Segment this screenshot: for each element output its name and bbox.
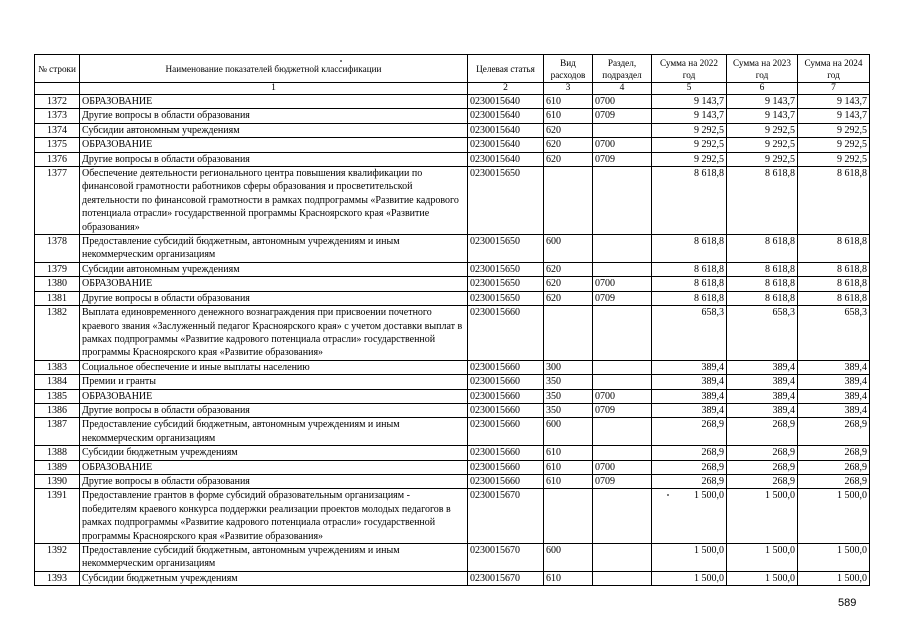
row-sum-2023: 9 143,7 bbox=[727, 109, 798, 123]
row-expense-type bbox=[544, 306, 593, 361]
row-sum-2024: 1 500,0 bbox=[798, 489, 870, 544]
row-number: 1390 bbox=[35, 474, 80, 488]
row-name: Другие вопросы в области образования bbox=[80, 474, 468, 488]
row-sum-2024: 268,9 bbox=[798, 446, 870, 460]
row-sum-2023: 8 618,8 bbox=[727, 235, 798, 263]
row-expense-type: 300 bbox=[544, 360, 593, 374]
row-name: Социальное обеспечение и иные выплаты населению bbox=[80, 360, 468, 374]
row-target-code: 0230015660 bbox=[468, 306, 544, 361]
budget-table bbox=[34, 54, 870, 586]
row-target-code: 0230015640 bbox=[468, 152, 544, 166]
row-name: Другие вопросы в области образования bbox=[80, 291, 468, 305]
row-sum-2024: 9 143,7 bbox=[798, 109, 870, 123]
column-number: 6 bbox=[727, 83, 798, 95]
row-sum-2024: 1 500,0 bbox=[798, 544, 870, 572]
column-number-row bbox=[35, 83, 870, 95]
row-number: 1374 bbox=[35, 123, 80, 137]
row-expense-type: 350 bbox=[544, 389, 593, 403]
row-sum-2022: 9 292,5 bbox=[652, 138, 727, 152]
row-target-code: 0230015660 bbox=[468, 460, 544, 474]
row-number: 1377 bbox=[35, 167, 80, 235]
row-sum-2023: 8 618,8 bbox=[727, 291, 798, 305]
header-expense-type: Вид расходов bbox=[544, 55, 593, 83]
row-expense-type: 610 bbox=[544, 446, 593, 460]
row-sum-2022: 1 500,0 bbox=[652, 544, 727, 572]
row-expense-type: 620 bbox=[544, 291, 593, 305]
row-section bbox=[593, 167, 652, 235]
row-number: 1381 bbox=[35, 291, 80, 305]
row-target-code: 0230015670 bbox=[468, 571, 544, 585]
table-row bbox=[35, 123, 870, 137]
row-section bbox=[593, 235, 652, 263]
row-section: 0709 bbox=[593, 152, 652, 166]
row-sum-2023: 1 500,0 bbox=[727, 489, 798, 544]
column-number: 7 bbox=[798, 83, 870, 95]
row-section bbox=[593, 446, 652, 460]
row-number: 1393 bbox=[35, 571, 80, 585]
table-row bbox=[35, 262, 870, 276]
table-row bbox=[35, 489, 870, 544]
row-section bbox=[593, 306, 652, 361]
row-section bbox=[593, 489, 652, 544]
row-sum-2022: 389,4 bbox=[652, 403, 727, 417]
row-sum-2022: 8 618,8 bbox=[652, 291, 727, 305]
table-row bbox=[35, 418, 870, 446]
row-expense-type: 600 bbox=[544, 544, 593, 572]
row-name: Обеспечение деятельности регионального центра повышения квалификации по финансовой грамотности работников сферы образования и просветительской деятельности по финансовой грамотности в рамках подпрограммы «Развитие кадрового потенциала отрасли» государственной программы Красноярского края «Развитие образования» bbox=[80, 167, 468, 235]
row-target-code: 0230015670 bbox=[468, 544, 544, 572]
row-number: 1388 bbox=[35, 446, 80, 460]
row-number: 1392 bbox=[35, 544, 80, 572]
row-name: Субсидии автономным учреждениям bbox=[80, 262, 468, 276]
row-sum-2023: 9 143,7 bbox=[727, 95, 798, 109]
row-expense-type: 610 bbox=[544, 474, 593, 488]
row-sum-2024: 389,4 bbox=[798, 360, 870, 374]
row-sum-2023: 389,4 bbox=[727, 389, 798, 403]
table-row bbox=[35, 109, 870, 123]
row-number: 1383 bbox=[35, 360, 80, 374]
row-name: ОБРАЗОВАНИЕ bbox=[80, 389, 468, 403]
row-sum-2023: 268,9 bbox=[727, 418, 798, 446]
row-number: 1375 bbox=[35, 138, 80, 152]
row-section bbox=[593, 262, 652, 276]
table-row bbox=[35, 277, 870, 291]
row-target-code: 0230015660 bbox=[468, 418, 544, 446]
row-sum-2024: 268,9 bbox=[798, 474, 870, 488]
row-number: 1373 bbox=[35, 109, 80, 123]
row-sum-2023: 268,9 bbox=[727, 446, 798, 460]
row-number: 1379 bbox=[35, 262, 80, 276]
table-row bbox=[35, 306, 870, 361]
row-number: 1391 bbox=[35, 489, 80, 544]
row-sum-2022: 268,9 bbox=[652, 474, 727, 488]
table-row bbox=[35, 291, 870, 305]
row-sum-2024: 9 292,5 bbox=[798, 138, 870, 152]
table-body bbox=[35, 95, 870, 586]
row-section: 0700 bbox=[593, 138, 652, 152]
row-sum-2024: 1 500,0 bbox=[798, 571, 870, 585]
row-sum-2024: 8 618,8 bbox=[798, 291, 870, 305]
header-name: Наименование показателей бюджетной классификации bbox=[80, 55, 468, 83]
row-sum-2022: 9 292,5 bbox=[652, 152, 727, 166]
row-number: 1387 bbox=[35, 418, 80, 446]
row-sum-2022: 1 500,0 bbox=[652, 571, 727, 585]
row-number: 1378 bbox=[35, 235, 80, 263]
row-sum-2023: 9 292,5 bbox=[727, 123, 798, 137]
row-sum-2022: 9 143,7 bbox=[652, 95, 727, 109]
row-name: ОБРАЗОВАНИЕ bbox=[80, 95, 468, 109]
row-name: Выплата единовременного денежного вознаграждения при присвоении почетного краевого звания «Заслуженный педагог Красноярского края» с учетом доставки выплат в рамках подпрограммы «Развитие кадрового потенциала отрасли» государственной программы Красноярского края «Развитие образования» bbox=[80, 306, 468, 361]
row-section bbox=[593, 123, 652, 137]
row-expense-type: 620 bbox=[544, 123, 593, 137]
row-name: Субсидии бюджетным учреждениям bbox=[80, 446, 468, 460]
row-sum-2022: 389,4 bbox=[652, 389, 727, 403]
row-section: 0700 bbox=[593, 389, 652, 403]
row-section: 0709 bbox=[593, 109, 652, 123]
row-sum-2024: 9 292,5 bbox=[798, 123, 870, 137]
row-expense-type: 600 bbox=[544, 235, 593, 263]
table-row bbox=[35, 95, 870, 109]
row-sum-2024: 268,9 bbox=[798, 418, 870, 446]
scan-speck bbox=[340, 60, 342, 62]
row-expense-type: 350 bbox=[544, 403, 593, 417]
row-expense-type: 620 bbox=[544, 277, 593, 291]
table-row bbox=[35, 360, 870, 374]
row-expense-type: 620 bbox=[544, 262, 593, 276]
column-number-blank bbox=[35, 83, 80, 95]
row-name: Другие вопросы в области образования bbox=[80, 152, 468, 166]
row-target-code: 0230015660 bbox=[468, 375, 544, 389]
row-number: 1380 bbox=[35, 277, 80, 291]
header-target: Целевая статья bbox=[468, 55, 544, 83]
row-name: Другие вопросы в области образования bbox=[80, 403, 468, 417]
row-sum-2023: 389,4 bbox=[727, 375, 798, 389]
row-sum-2022: 268,9 bbox=[652, 418, 727, 446]
row-sum-2022: 658,3 bbox=[652, 306, 727, 361]
row-sum-2022: 268,9 bbox=[652, 446, 727, 460]
row-sum-2023: 9 292,5 bbox=[727, 152, 798, 166]
row-sum-2022: 389,4 bbox=[652, 360, 727, 374]
row-name: ОБРАЗОВАНИЕ bbox=[80, 277, 468, 291]
row-expense-type bbox=[544, 489, 593, 544]
row-sum-2023: 9 292,5 bbox=[727, 138, 798, 152]
row-name: ОБРАЗОВАНИЕ bbox=[80, 138, 468, 152]
header-row-no: № строки bbox=[35, 55, 80, 83]
row-sum-2023: 8 618,8 bbox=[727, 262, 798, 276]
row-expense-type: 610 bbox=[544, 571, 593, 585]
row-target-code: 0230015640 bbox=[468, 109, 544, 123]
page-number: 589 bbox=[838, 597, 857, 609]
row-number: 1382 bbox=[35, 306, 80, 361]
row-expense-type: 610 bbox=[544, 109, 593, 123]
row-sum-2024: 8 618,8 bbox=[798, 277, 870, 291]
column-number: 1 bbox=[80, 83, 468, 95]
row-sum-2023: 8 618,8 bbox=[727, 167, 798, 235]
row-sum-2022: 8 618,8 bbox=[652, 262, 727, 276]
row-target-code: 0230015650 bbox=[468, 291, 544, 305]
row-sum-2024: 8 618,8 bbox=[798, 262, 870, 276]
row-target-code: 0230015650 bbox=[468, 262, 544, 276]
table-row bbox=[35, 167, 870, 235]
row-section: 0709 bbox=[593, 291, 652, 305]
row-sum-2024: 8 618,8 bbox=[798, 235, 870, 263]
row-name: Предоставление субсидий бюджетным, автономным учреждениям и иным некоммерческим организациям bbox=[80, 235, 468, 263]
row-sum-2022: 1 500,0 bbox=[652, 489, 727, 544]
row-sum-2023: 389,4 bbox=[727, 403, 798, 417]
row-sum-2024: 268,9 bbox=[798, 460, 870, 474]
table-row bbox=[35, 460, 870, 474]
row-sum-2024: 9 143,7 bbox=[798, 95, 870, 109]
row-section: 0700 bbox=[593, 95, 652, 109]
row-sum-2023: 1 500,0 bbox=[727, 544, 798, 572]
row-sum-2022: 8 618,8 bbox=[652, 277, 727, 291]
row-sum-2022: 389,4 bbox=[652, 375, 727, 389]
row-sum-2022: 8 618,8 bbox=[652, 235, 727, 263]
row-target-code: 0230015660 bbox=[468, 403, 544, 417]
column-number: 3 bbox=[544, 83, 593, 95]
row-name: Субсидии автономным учреждениям bbox=[80, 123, 468, 137]
row-expense-type bbox=[544, 167, 593, 235]
row-section: 0709 bbox=[593, 474, 652, 488]
table-row bbox=[35, 571, 870, 585]
table-row bbox=[35, 235, 870, 263]
column-number: 4 bbox=[593, 83, 652, 95]
row-name: Премии и гранты bbox=[80, 375, 468, 389]
row-sum-2023: 268,9 bbox=[727, 474, 798, 488]
row-section: 0700 bbox=[593, 460, 652, 474]
row-sum-2023: 658,3 bbox=[727, 306, 798, 361]
row-sum-2022: 9 292,5 bbox=[652, 123, 727, 137]
row-sum-2022: 268,9 bbox=[652, 460, 727, 474]
header-sum-2024: Сумма на 2024 год bbox=[798, 55, 870, 83]
row-sum-2023: 389,4 bbox=[727, 360, 798, 374]
table-row bbox=[35, 474, 870, 488]
row-section: 0709 bbox=[593, 403, 652, 417]
row-expense-type: 620 bbox=[544, 138, 593, 152]
row-sum-2024: 389,4 bbox=[798, 375, 870, 389]
table-row bbox=[35, 446, 870, 460]
row-expense-type: 600 bbox=[544, 418, 593, 446]
table-row bbox=[35, 375, 870, 389]
row-name: Другие вопросы в области образования bbox=[80, 109, 468, 123]
row-section bbox=[593, 360, 652, 374]
row-target-code: 0230015640 bbox=[468, 138, 544, 152]
row-number: 1385 bbox=[35, 389, 80, 403]
row-sum-2023: 8 618,8 bbox=[727, 277, 798, 291]
scan-speck bbox=[667, 494, 669, 496]
row-target-code: 0230015650 bbox=[468, 167, 544, 235]
row-sum-2024: 658,3 bbox=[798, 306, 870, 361]
row-sum-2024: 9 292,5 bbox=[798, 152, 870, 166]
row-expense-type: 350 bbox=[544, 375, 593, 389]
header-sum-2022: Сумма на 2022 год bbox=[652, 55, 727, 83]
row-expense-type: 620 bbox=[544, 152, 593, 166]
row-section bbox=[593, 571, 652, 585]
row-name: Субсидии бюджетным учреждениям bbox=[80, 571, 468, 585]
row-target-code: 0230015660 bbox=[468, 474, 544, 488]
row-target-code: 0230015670 bbox=[468, 489, 544, 544]
row-section bbox=[593, 418, 652, 446]
header-section: Раздел, подраздел bbox=[593, 55, 652, 83]
row-name: Предоставление субсидий бюджетным, автономным учреждениям и иным некоммерческим организациям bbox=[80, 418, 468, 446]
table-row bbox=[35, 152, 870, 166]
row-number: 1389 bbox=[35, 460, 80, 474]
row-sum-2024: 389,4 bbox=[798, 389, 870, 403]
row-sum-2022: 9 143,7 bbox=[652, 109, 727, 123]
row-sum-2024: 389,4 bbox=[798, 403, 870, 417]
row-target-code: 0230015640 bbox=[468, 95, 544, 109]
row-number: 1384 bbox=[35, 375, 80, 389]
row-section bbox=[593, 375, 652, 389]
row-target-code: 0230015660 bbox=[468, 389, 544, 403]
row-number: 1386 bbox=[35, 403, 80, 417]
column-number: 5 bbox=[652, 83, 727, 95]
table-row bbox=[35, 403, 870, 417]
row-target-code: 0230015660 bbox=[468, 360, 544, 374]
row-target-code: 0230015660 bbox=[468, 446, 544, 460]
row-target-code: 0230015650 bbox=[468, 235, 544, 263]
row-number: 1372 bbox=[35, 95, 80, 109]
row-section: 0700 bbox=[593, 277, 652, 291]
row-sum-2023: 268,9 bbox=[727, 460, 798, 474]
row-name: Предоставление субсидий бюджетным, автономным учреждениям и иным некоммерческим организациям bbox=[80, 544, 468, 572]
column-number: 2 bbox=[468, 83, 544, 95]
row-sum-2022: 8 618,8 bbox=[652, 167, 727, 235]
table-row bbox=[35, 389, 870, 403]
header-sum-2023: Сумма на 2023 год bbox=[727, 55, 798, 83]
row-number: 1376 bbox=[35, 152, 80, 166]
row-target-code: 0230015640 bbox=[468, 123, 544, 137]
row-name: Предоставление грантов в форме субсидий образовательным организациям - победителям краевого конкурса поддержки реализации проектов молодых педагогов в рамках подпрограммы «Развитие кадрового потенциала отрасли» государственной программы Красноярского края «Развитие образования» bbox=[80, 489, 468, 544]
row-target-code: 0230015650 bbox=[468, 277, 544, 291]
row-sum-2024: 8 618,8 bbox=[798, 167, 870, 235]
row-section bbox=[593, 544, 652, 572]
row-expense-type: 610 bbox=[544, 460, 593, 474]
header-row bbox=[35, 55, 870, 83]
row-name: ОБРАЗОВАНИЕ bbox=[80, 460, 468, 474]
table-row bbox=[35, 544, 870, 572]
row-sum-2023: 1 500,0 bbox=[727, 571, 798, 585]
table-row bbox=[35, 138, 870, 152]
row-expense-type: 610 bbox=[544, 95, 593, 109]
